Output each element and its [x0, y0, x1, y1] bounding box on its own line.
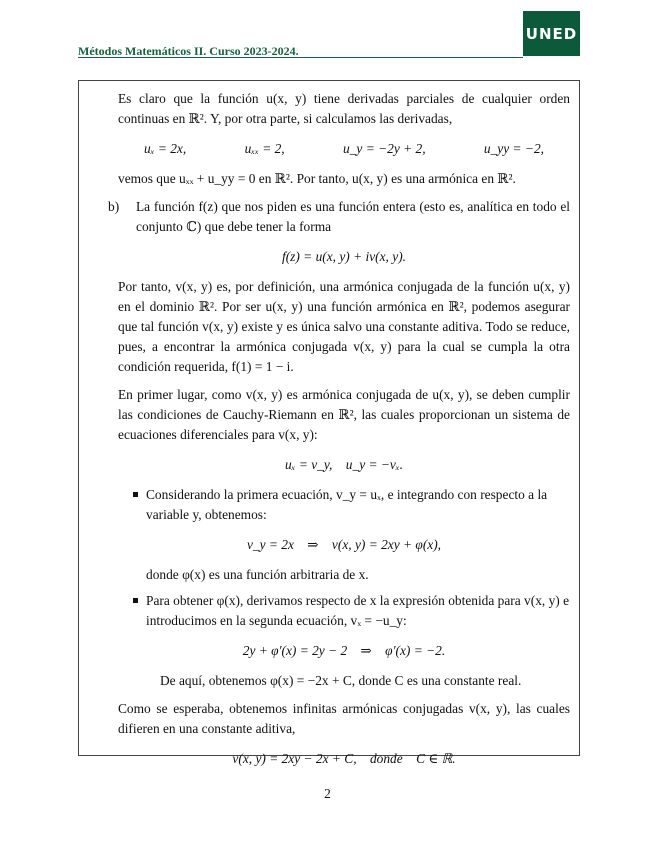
- document-header-title: Métodos Matemáticos II. Curso 2023-2024.: [78, 44, 299, 58]
- paragraph-conclusion: Como se esperaba, obtenemos infinitas armónicas conjugadas v(x, y), las cuales difieren en una constante aditiva,: [118, 701, 570, 736]
- item-b-label: b): [108, 199, 120, 214]
- bullet-2-text: Para obtener φ(x), derivamos respecto de x la expresión obtenida para v(x, y) e introducimos en la segunda ecuación, vₓ = −u_y:: [146, 593, 570, 628]
- paragraph-harmonic-check: Es claro que la función u(x, y) tiene derivadas parciales de cualquier orden continuas en ℝ². Y, por otra parte, si calculamos las derivadas,: [118, 91, 570, 126]
- solution-content: [108, 89, 570, 779]
- bullet-1-text: Considerando la primera ecuación, v_y = uₓ, e integrando con respecto a la variable y, obtenemos:: [146, 487, 548, 522]
- paragraph-cauchy-riemann: En primer lugar, como v(x, y) es armónica conjugada de u(x, y), se deben cumplir las condiciones de Cauchy-Riemann en ℝ², las cuales proporcionan un sistema de ecuaciones diferenciales para v(x, y):: [118, 387, 570, 442]
- eq-uxx: uₓₓ = 2,: [244, 141, 285, 156]
- header-rule: [78, 57, 523, 58]
- equation-final: v(x, y) = 2xy − 2x + C, donde C ∈ ℝ.: [232, 751, 456, 766]
- bullet-square-icon: [133, 598, 138, 603]
- list-item: [118, 485, 570, 525]
- eq-uy: u_y = −2y + 2,: [343, 141, 426, 156]
- paragraph-conjugate: Por tanto, v(x, y) es, por definición, una armónica conjugada de la función u(x, y) en el dominio ℝ². Por ser u(x, y) una función armónica en ℝ², podemos asegurar que tal función v(x, y) existe y es única salvo una constante aditiva. Todo se reduce, pues, a encontrar la armónica conjugada v(x, y) para la cual se cumpla la otra condición requerida, f(1) = 1 − i.: [118, 279, 570, 374]
- equation-f-form: f(z) = u(x, y) + iv(x, y).: [281, 249, 407, 264]
- uned-logo: [523, 11, 580, 56]
- paragraph-phi-result: De aquí, obtenemos φ(x) = −2x + C, donde C es una constante real.: [160, 673, 522, 688]
- bullet-square-icon: [133, 492, 138, 497]
- logo-text: UNED: [525, 24, 578, 43]
- eq-uyy: u_yy = −2,: [483, 141, 544, 156]
- equation-phi-derivative: 2y + φ′(x) = 2y − 2 ⇒ φ′(x) = −2.: [242, 643, 446, 658]
- page-number: 2: [324, 786, 331, 801]
- item-b: [108, 197, 570, 237]
- paragraph-phi-arbitrary: donde φ(x) es una función arbitraria de x.: [146, 567, 369, 582]
- equation-cauchy-riemann: uₓ = v_y, u_y = −vₓ.: [284, 457, 403, 472]
- steps-list-2: [118, 591, 570, 631]
- equation-integration: v_y = 2x ⇒ v(x, y) = 2xy + φ(x),: [246, 537, 442, 552]
- equation-derivatives: [118, 139, 570, 159]
- item-b-text: La función f(z) que nos piden es una función entera (esto es, analítica en todo el conjunto ℂ) que debe tener la forma: [136, 199, 570, 234]
- eq-ux: uₓ = 2x,: [144, 141, 187, 156]
- list-item: [118, 591, 570, 631]
- paragraph-laplace: vemos que uₓₓ + u_yy = 0 en ℝ². Por tanto, u(x, y) es una armónica en ℝ².: [118, 171, 516, 186]
- steps-list: [118, 485, 570, 525]
